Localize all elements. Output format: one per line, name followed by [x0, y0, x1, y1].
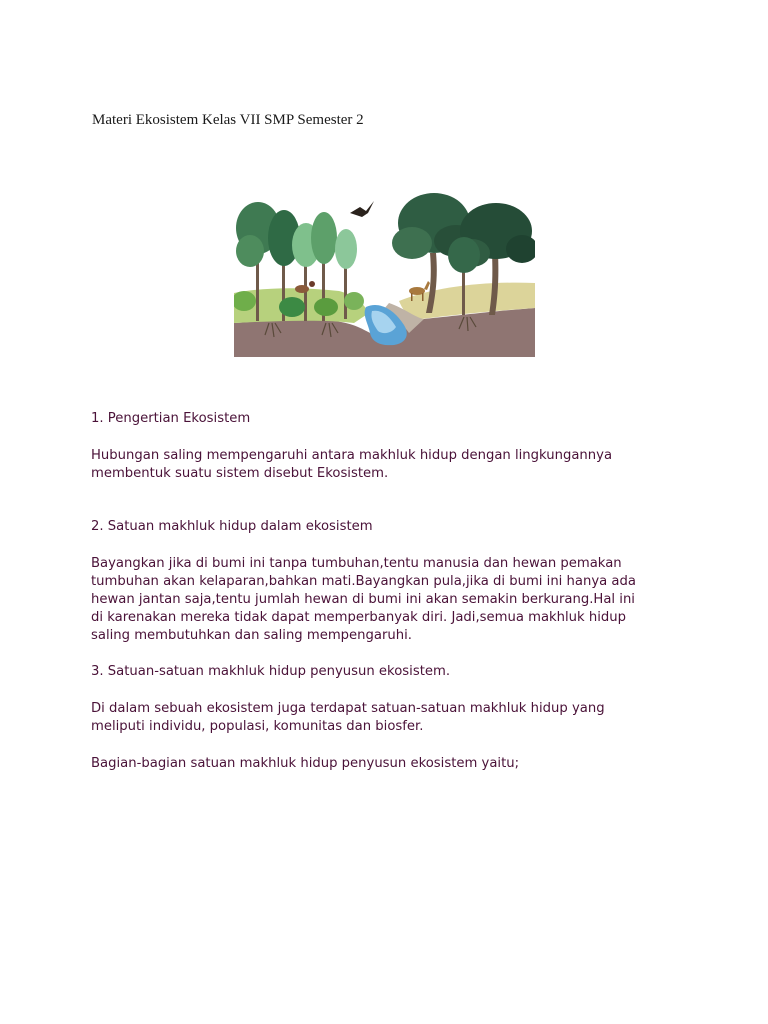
- paragraph-line: Di dalam sebuah ekosistem juga terdapat satuan-satuan makhluk hidup yang: [91, 701, 605, 716]
- section-heading-1: 1. Pengertian Ekosistem: [91, 411, 251, 426]
- ecosystem-illustration: [234, 183, 535, 357]
- paragraph-line: saling membutuhkan dan saling mempengaruhi.: [91, 628, 412, 643]
- paragraph-line: meliputi individu, populasi, komunitas dan biosfer.: [91, 719, 424, 734]
- paragraph-line: tumbuhan akan kelaparan,bahkan mati.Bayangkan pula,jika di bumi ini hanya ada: [91, 574, 636, 589]
- document-title: Materi Ekosistem Kelas VII SMP Semester 2: [92, 112, 364, 128]
- section-heading-2: 2. Satuan makhluk hidup dalam ekosistem: [91, 519, 373, 534]
- paragraph-line: Hubungan saling mempengaruhi antara makhluk hidup dengan lingkungannya: [91, 448, 613, 463]
- paragraph-line: Bagian-bagian satuan makhluk hidup penyusun ekosistem yaitu;: [91, 756, 520, 771]
- paragraph-line: Bayangkan jika di bumi ini tanpa tumbuhan,tentu manusia dan hewan pemakan: [91, 556, 622, 571]
- section-1-paragraph: [91, 447, 691, 483]
- paragraph-line: membentuk suatu sistem disebut Ekosistem.: [91, 466, 389, 481]
- paragraph-line: di karenakan mereka tidak dapat memperbanyak diri. Jadi,semua makhluk hidup: [91, 610, 626, 625]
- section-heading-3: 3. Satuan-satuan makhluk hidup penyusun ekosistem.: [91, 664, 451, 679]
- section-3-paragraph-2: [91, 755, 691, 773]
- paragraph-line: hewan jantan saja,tentu jumlah hewan di bumi ini akan semakin berkurang.Hal ini: [91, 592, 635, 607]
- section-2-paragraph: [91, 555, 691, 645]
- section-3-paragraph-1: [91, 700, 691, 736]
